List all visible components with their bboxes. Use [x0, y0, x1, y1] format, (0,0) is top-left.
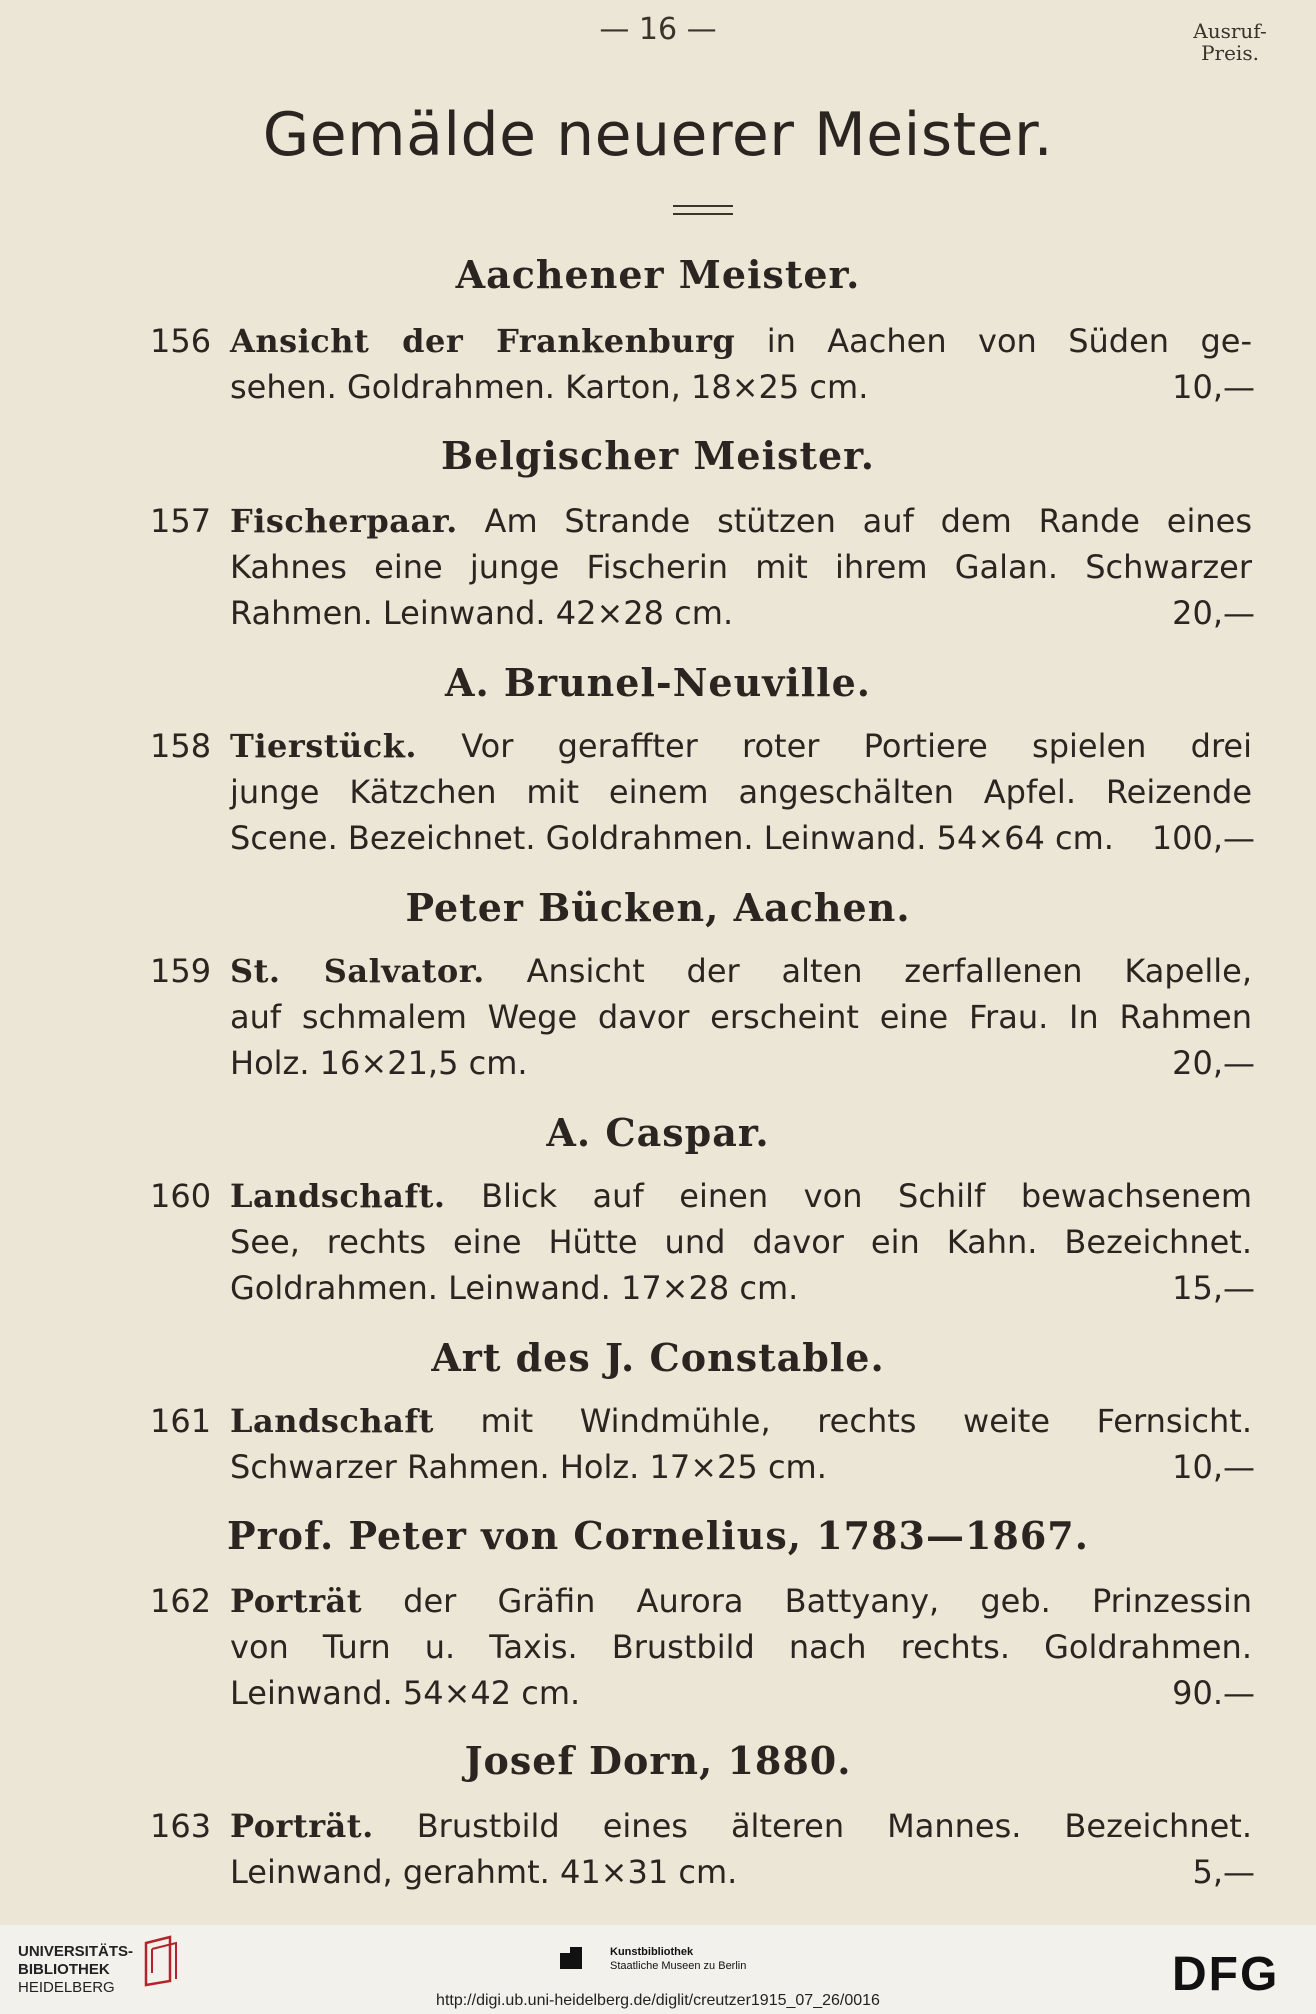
entry-text: See, rechts eine Hütte und davor ein Kahn. Bezeichnet. [230, 1223, 1252, 1261]
catalog-entry [150, 498, 1255, 636]
kunstbibliothek-mark-icon [560, 1947, 582, 1969]
catalog-entry [150, 1398, 1255, 1490]
entry-text: auf schmalem Wege davor erscheint eine Frau. In Rahmen [230, 998, 1252, 1036]
entry-line [150, 1578, 1255, 1624]
entry-lemma: Ansicht der Frankenburg [230, 322, 736, 360]
kunstbibliothek-line: Kunstbibliothek [610, 1946, 694, 1958]
entry-text: Am Strande stützen auf dem Rande eines [457, 502, 1252, 540]
entry-line [150, 498, 1255, 544]
entry-number: 156 [150, 322, 212, 360]
entry-text: Vor geraffter roter Portiere spielen drei [417, 727, 1252, 765]
title-rule [673, 213, 733, 215]
entry-line [150, 1849, 1255, 1895]
entry-line [150, 364, 1255, 410]
kunstbibliothek-logo [610, 1945, 746, 1973]
catalog-entry [150, 318, 1255, 410]
entry-number: 162 [150, 1582, 212, 1620]
entry-line [150, 318, 1255, 364]
column-heading-line: Ausruf- [1193, 19, 1267, 43]
entry-text: Holz. 16×21,5 cm. [230, 1044, 528, 1082]
entry-text: Rahmen. Leinwand. 42×28 cm. [230, 594, 734, 632]
artist-heading: A. Brunel-Neuville. [444, 660, 872, 705]
entry-price: 10,— [1172, 368, 1255, 406]
entry-text: von Turn u. Taxis. Brustbild nach rechts. Goldrahmen. [230, 1628, 1252, 1666]
entry-line [150, 1398, 1255, 1444]
entry-text: Leinwand, gerahmt. 41×31 cm. [230, 1853, 738, 1891]
artist-heading: Peter Bücken, Aachen. [405, 885, 911, 930]
entry-line [150, 1670, 1255, 1716]
entry-price: 5,— [1192, 1853, 1255, 1891]
entry-text: Scene. Bezeichnet. Goldrahmen. Leinwand. 54×64 cm. [230, 819, 1114, 857]
entry-number: 158 [150, 727, 212, 765]
entry-line [150, 994, 1255, 1040]
column-heading [1170, 20, 1290, 64]
entry-text: mit Windmühle, rechts weite Fernsicht. [433, 1402, 1252, 1440]
page-number: — 16 — [599, 12, 717, 47]
entry-line [150, 1040, 1255, 1086]
ub-logo-line: HEIDELBERG [18, 1979, 115, 1996]
entry-price: 15,— [1172, 1269, 1255, 1307]
artist-heading: Josef Dorn, 1880. [464, 1738, 852, 1783]
dfg-logo: DFG [1172, 1948, 1280, 2001]
entry-number: 161 [150, 1402, 212, 1440]
entry-line [150, 1265, 1255, 1311]
entry-number: 157 [150, 502, 212, 540]
entry-line [150, 1219, 1255, 1265]
ub-heidelberg-mark-icon [140, 1935, 180, 1987]
catalog-entry [150, 723, 1255, 861]
kunstbibliothek-line: Staatliche Museen zu Berlin [610, 1960, 747, 1972]
entry-text: Schwarzer Rahmen. Holz. 17×25 cm. [230, 1448, 827, 1486]
artist-heading: Prof. Peter von Cornelius, 1783—1867. [227, 1513, 1089, 1558]
ub-logo-line: BIBLIOTHEK [18, 1961, 110, 1978]
entry-price: 20,— [1172, 594, 1255, 632]
entry-text: in Aachen von Süden ge- [735, 322, 1253, 360]
entry-text: Kahnes eine junge Fischerin mit ihrem Galan. Schwarzer [230, 548, 1252, 586]
entry-price: 90.— [1172, 1674, 1255, 1712]
entry-price: 100,— [1151, 819, 1255, 857]
entry-lemma: Fischerpaar. [230, 502, 458, 540]
entry-text: Goldrahmen. Leinwand. 17×28 cm. [230, 1269, 799, 1307]
ub-logo-line: UNIVERSITÄTS- [18, 1943, 134, 1960]
entry-line [150, 590, 1255, 636]
entry-text: Leinwand. 54×42 cm. [230, 1674, 581, 1712]
entry-line [150, 723, 1255, 769]
entry-price: 20,— [1172, 1044, 1255, 1082]
entry-lemma: Tierstück. [230, 727, 418, 765]
entry-lemma: Porträt [230, 1582, 363, 1620]
artist-heading: Belgischer Meister. [441, 433, 875, 478]
catalog-entry [150, 1173, 1255, 1311]
entry-line [150, 948, 1255, 994]
ub-heidelberg-logo [18, 1943, 133, 1997]
entry-text: Brustbild eines älteren Mannes. Bezeichnet. [373, 1807, 1252, 1845]
entry-text: junge Kätzchen mit einem angeschälten Apfel. Reizende [230, 773, 1252, 811]
entry-text: der Gräfin Aurora Battyany, geb. Prinzessin [362, 1582, 1252, 1620]
column-heading-line: Preis. [1201, 41, 1259, 65]
artist-heading: A. Caspar. [546, 1110, 770, 1155]
entry-line [150, 769, 1255, 815]
entry-line [150, 1444, 1255, 1490]
entry-line [150, 1624, 1255, 1670]
entry-text: Blick auf einen von Schilf bewachsenem [445, 1177, 1252, 1215]
entry-lemma: Landschaft [230, 1402, 434, 1440]
catalog-entry [150, 948, 1255, 1086]
entry-line [150, 1173, 1255, 1219]
catalog-entry [150, 1578, 1255, 1716]
artist-heading: Aachener Meister. [455, 252, 861, 297]
entry-text: Ansicht der alten zerfallenen Kapelle, [484, 952, 1253, 990]
entry-number: 160 [150, 1177, 212, 1215]
title-rule [673, 205, 733, 207]
catalog-entry [150, 1803, 1255, 1895]
source-url[interactable]: http://digi.ub.uni-heidelberg.de/diglit/creutzer1915_07_26/0016 [436, 1992, 880, 2009]
artist-heading: Art des J. Constable. [431, 1335, 885, 1380]
entry-price: 10,— [1172, 1448, 1255, 1486]
entry-line [150, 815, 1255, 861]
entry-text: sehen. Goldrahmen. Karton, 18×25 cm. [230, 368, 869, 406]
page-title: Gemälde neuerer Meister. [262, 100, 1054, 170]
entry-line [150, 544, 1255, 590]
entry-lemma: Porträt. [230, 1807, 374, 1845]
footer-bar [0, 1925, 1316, 2014]
entry-number: 159 [150, 952, 212, 990]
entry-lemma: St. Salvator. [230, 952, 485, 990]
entry-line [150, 1803, 1255, 1849]
entry-number: 163 [150, 1807, 212, 1845]
entry-lemma: Landschaft. [230, 1177, 446, 1215]
